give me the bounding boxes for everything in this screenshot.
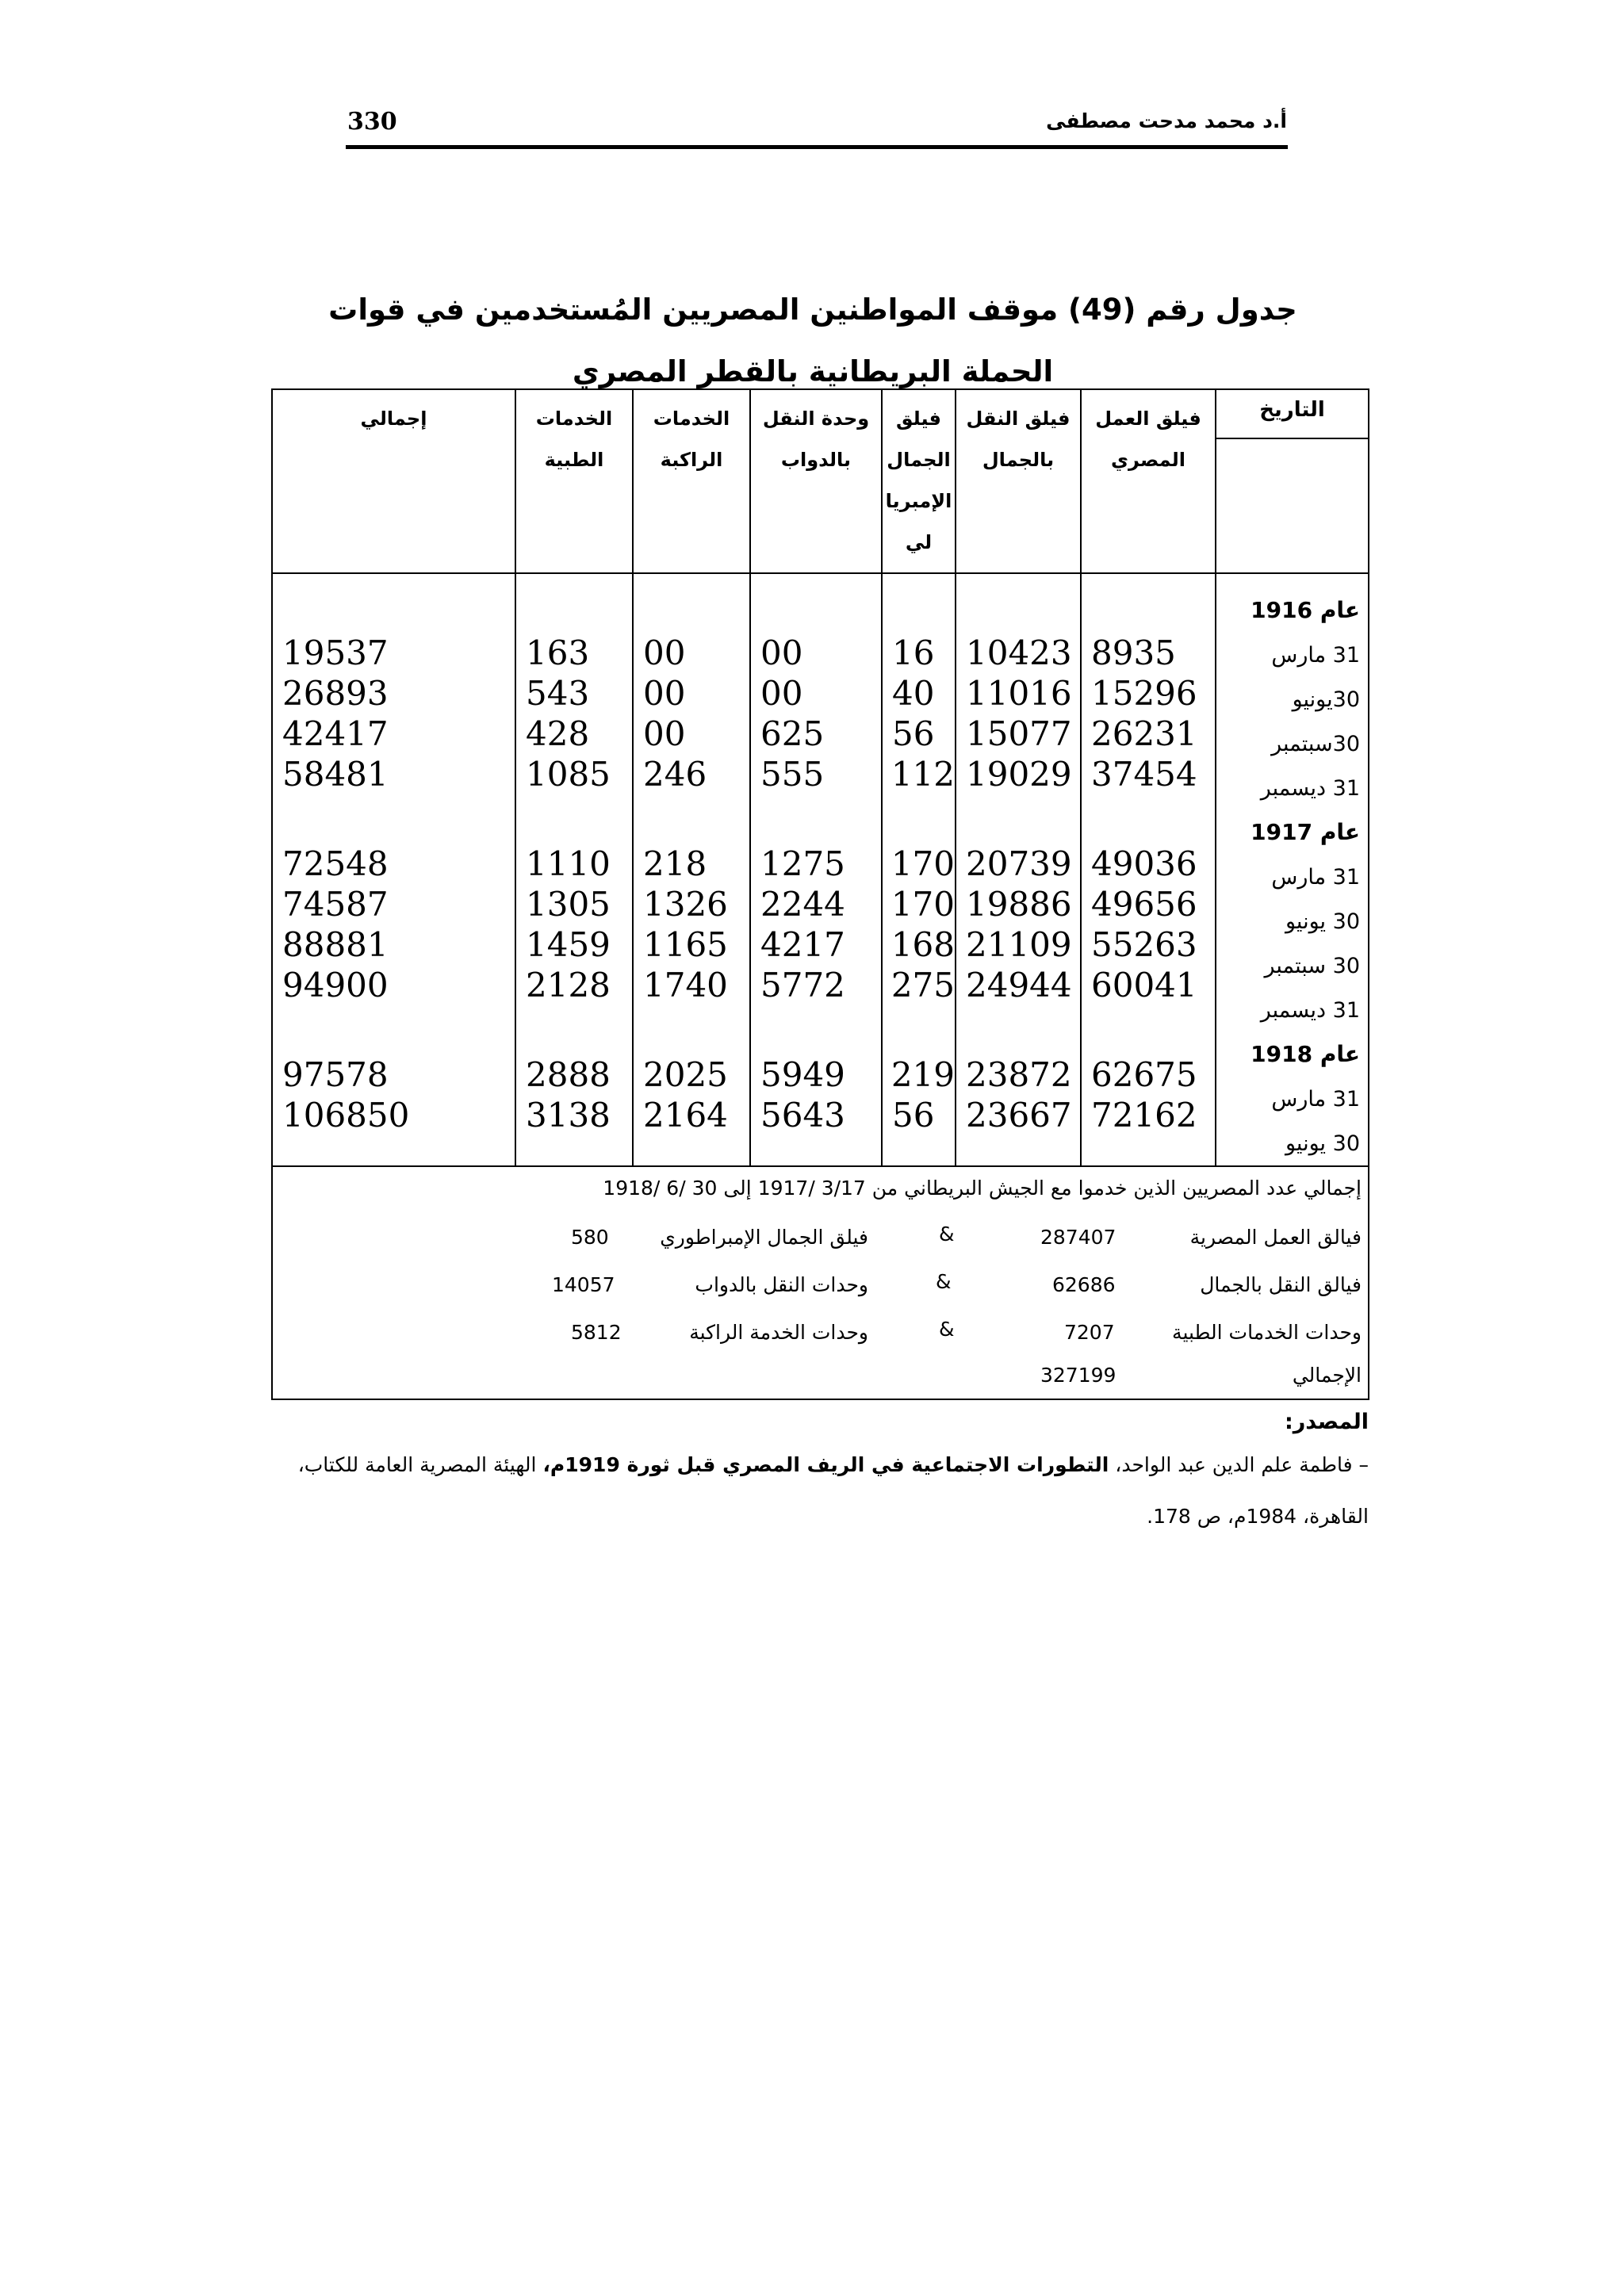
number-cell: 625 (760, 714, 825, 753)
number-cell: 62675 (1091, 1055, 1197, 1094)
number-cell: 8935 (1091, 633, 1176, 672)
number-cell: 19029 (966, 755, 1072, 794)
summary-value: 5812 (571, 1321, 622, 1344)
running-header (347, 103, 1287, 143)
date-cell: 31 ديسمبر (1260, 998, 1360, 1023)
number-cell: 428 (526, 714, 590, 753)
number-cell: 246 (643, 755, 707, 794)
summary-label: فيالق النقل بالجمال (1200, 1273, 1362, 1296)
number-cell: 2025 (643, 1055, 728, 1094)
number-cell: 24944 (966, 966, 1072, 1004)
col-header-date (1216, 389, 1369, 573)
source-book: التطورات الاجتماعية في الريف المصري قبل ثورة 1919م، (542, 1453, 1109, 1476)
source-citation-line2: القاهرة، 1984م، ص 178. (1147, 1505, 1369, 1528)
number-cell: 37454 (1091, 755, 1197, 794)
page-number: 330 (347, 108, 397, 136)
number-cell: 1305 (526, 885, 611, 924)
date-cell: 30 يونيو (1285, 909, 1360, 934)
date-cell: 30 سبتمبر (1264, 954, 1360, 978)
number-cell: 11016 (966, 674, 1072, 713)
number-cell: 2888 (526, 1055, 611, 1094)
summary-value: 287407 (1040, 1226, 1116, 1249)
number-cell: 40 (892, 674, 935, 713)
summary-label: وحدات الخدمة الراكبة (689, 1321, 868, 1344)
number-cell: 58481 (282, 755, 389, 794)
number-cell: 16 (892, 633, 935, 672)
number-cell: 23872 (966, 1055, 1072, 1094)
summary-label: وحدات الخدمات الطبية (1172, 1321, 1362, 1344)
number-cell: 56 (892, 714, 935, 753)
number-cell: 60041 (1091, 966, 1197, 1004)
date-cell: 31 مارس (1271, 1087, 1360, 1112)
source-author: فاطمة علم الدين عبد الواحد، (1115, 1453, 1353, 1476)
col-header-labor: فيلق العمل المصري (1081, 389, 1216, 573)
number-cell: 3138 (526, 1096, 611, 1135)
number-cell: 94900 (282, 966, 389, 1004)
source-dash: – (1358, 1453, 1369, 1476)
number-cell: 56 (892, 1096, 935, 1135)
summary-total-value: 327199 (1040, 1364, 1116, 1387)
number-cell: 1085 (526, 755, 611, 794)
medical-column (515, 573, 633, 1166)
ampersand: & (939, 1223, 955, 1246)
summary-value: 14057 (552, 1273, 615, 1296)
source-citation-line1 (259, 1453, 1369, 1476)
number-cell: 97578 (282, 1055, 389, 1094)
date-cell: 30 يونيو (1285, 1131, 1360, 1156)
number-cell: 49036 (1091, 844, 1197, 883)
summary-label: فيلق الجمال الإمبراطوري (660, 1226, 868, 1249)
number-cell: 555 (760, 755, 825, 794)
imperial-camel-column (882, 573, 956, 1166)
data-table (271, 388, 1368, 1397)
number-cell: 106850 (282, 1096, 410, 1135)
number-cell: 275 (891, 966, 955, 1004)
number-cell: 5949 (760, 1055, 845, 1094)
number-cell: 20739 (966, 844, 1072, 883)
total-column (272, 573, 515, 1166)
year-label: عام 1916 (1251, 597, 1360, 623)
number-cell: 170 (891, 844, 955, 883)
number-cell: 218 (643, 844, 707, 883)
source-label: المصدر: (1284, 1410, 1369, 1434)
number-cell: 00 (643, 674, 686, 713)
number-cell: 21109 (966, 925, 1072, 964)
number-cell: 00 (760, 633, 803, 672)
date-cell: 31 ديسمبر (1260, 776, 1360, 801)
number-cell: 19886 (966, 885, 1072, 924)
date-cell: 31 مارس (1271, 643, 1360, 668)
number-cell: 2164 (643, 1096, 728, 1135)
number-cell: 1459 (526, 925, 611, 964)
date-cell: 30يونيو (1292, 687, 1360, 712)
number-cell: 163 (526, 633, 590, 672)
remount-column (633, 573, 750, 1166)
date-cell: 31 مارس (1271, 865, 1360, 890)
summary-total-label: الإجمالي (1292, 1364, 1362, 1387)
number-cell: 74587 (282, 885, 389, 924)
summary-label: فيالق العمل المصرية (1189, 1226, 1362, 1249)
col-header-date-label: التاريخ (1216, 390, 1368, 439)
number-cell: 42417 (282, 714, 389, 753)
source-note (259, 1410, 1369, 1528)
date-column (1216, 573, 1369, 1166)
col-header-imperial-camel: فيلق الجمال الإمبريا لي (882, 389, 956, 573)
summary-label: وحدات النقل بالدواب (695, 1273, 868, 1296)
number-cell: 112 (891, 755, 955, 794)
number-cell: 72548 (282, 844, 389, 883)
number-cell: 26231 (1091, 714, 1197, 753)
number-cell: 23667 (966, 1096, 1072, 1135)
col-header-camel-transport: فيلق النقل بالجمال (956, 389, 1081, 573)
number-cell: 19537 (282, 633, 389, 672)
number-cell: 1275 (760, 844, 845, 883)
col-header-medical: الخدمات الطبية (515, 389, 633, 573)
summary-value: 7207 (1064, 1321, 1115, 1344)
number-cell: 00 (643, 633, 686, 672)
number-cell: 72162 (1091, 1096, 1197, 1135)
number-cell: 15077 (966, 714, 1072, 753)
number-cell: 219 (891, 1055, 955, 1094)
number-cell: 1740 (643, 966, 728, 1004)
col-header-total: إجمالي (272, 389, 515, 573)
number-cell: 26893 (282, 674, 389, 713)
number-cell: 4217 (760, 925, 845, 964)
ampersand: & (936, 1270, 952, 1293)
author-name: أ.د محمد مدحت مصطفى (1046, 109, 1287, 132)
number-cell: 00 (760, 674, 803, 713)
date-cell: 30سبتمبر (1271, 732, 1360, 756)
summary-block (272, 1166, 1369, 1399)
number-cell: 15296 (1091, 674, 1197, 713)
number-cell: 10423 (966, 633, 1072, 672)
number-cell: 5643 (760, 1096, 845, 1135)
number-cell: 5772 (760, 966, 845, 1004)
number-cell: 170 (891, 885, 955, 924)
animal-transport-column (750, 573, 882, 1166)
header-rule (346, 145, 1288, 149)
number-cell: 1165 (643, 925, 728, 964)
number-cell: 168 (891, 925, 955, 964)
summary-value: 580 (571, 1226, 609, 1249)
number-cell: 00 (643, 714, 686, 753)
ampersand: & (939, 1318, 955, 1341)
summary-heading: إجمالي عدد المصريين الذين خدموا مع الجيش البريطاني من 3/17 /1917 إلى 30 /6 /1918 (603, 1177, 1362, 1200)
number-cell: 88881 (282, 925, 389, 964)
number-cell: 1110 (526, 844, 611, 883)
labor-column (1081, 573, 1216, 1166)
year-label: عام 1918 (1251, 1041, 1360, 1067)
source-publisher: الهيئة المصرية العامة للكتاب، (297, 1453, 537, 1476)
number-cell: 55263 (1091, 925, 1197, 964)
number-cell: 2128 (526, 966, 611, 1004)
camel-transport-column (956, 573, 1081, 1166)
table-title: جدول رقم (49) موقف المواطنين المصريين المُستخدمين في قوات الحملة البريطانية بالقطر المصري (328, 293, 1297, 388)
number-cell: 49656 (1091, 885, 1197, 924)
summary-value: 62686 (1052, 1273, 1116, 1296)
col-header-remount: الخدمات الراكبة (633, 389, 750, 573)
number-cell: 543 (526, 674, 590, 713)
year-label: عام 1917 (1251, 819, 1360, 845)
number-cell: 2244 (760, 885, 845, 924)
col-header-animal-transport: وحدة النقل بالدواب (750, 389, 882, 573)
number-cell: 1326 (643, 885, 728, 924)
